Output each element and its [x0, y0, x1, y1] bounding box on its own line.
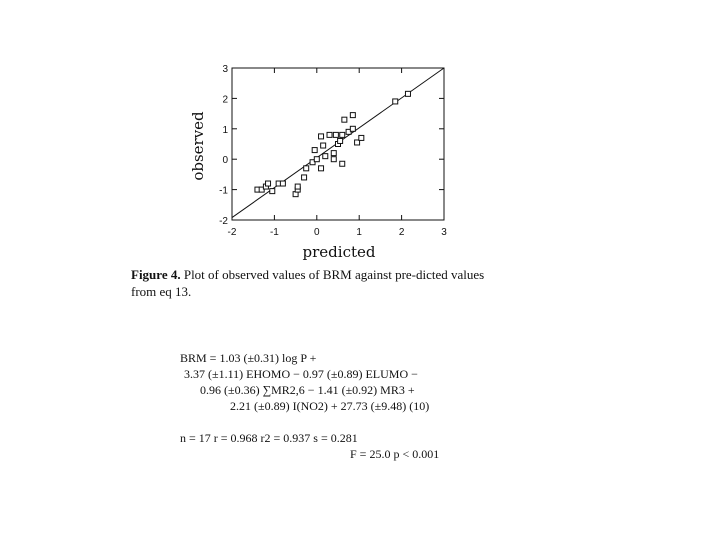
- regression-statistics: [180, 430, 480, 462]
- data-point: [359, 135, 364, 140]
- data-point: [333, 132, 338, 137]
- x-tick-label: -1: [269, 227, 279, 238]
- data-point: [350, 113, 355, 118]
- y-tick-label: 0: [222, 155, 228, 167]
- data-point: [338, 138, 343, 143]
- figure-caption-text: Plot of observed values of BRM against pre-dicted values from eq 13.: [131, 267, 485, 299]
- x-tick-label: 3: [441, 227, 447, 238]
- data-point: [323, 154, 328, 159]
- data-point: [331, 151, 336, 156]
- equation-line-4: 2.21 (±0.89) I(NO2) + 27.73 (±9.48) (10): [230, 399, 430, 413]
- stats-line-2: F = 25.0 p < 0.001: [350, 447, 440, 461]
- data-point: [340, 132, 345, 137]
- x-tick-label: 0: [314, 227, 320, 238]
- data-point: [405, 91, 410, 96]
- data-point: [321, 143, 326, 148]
- regression-equation: [180, 350, 480, 414]
- data-point: [319, 134, 324, 139]
- data-point: [304, 166, 309, 171]
- data-point: [302, 175, 307, 180]
- data-point: [266, 181, 271, 186]
- equation-line-2: 3.37 (±1.11) EHOMO − 0.97 (±0.89) ELUMO −: [184, 367, 418, 381]
- figure-label: Figure 4.: [131, 267, 181, 282]
- y-axis-title: observed: [189, 111, 207, 181]
- data-point: [342, 117, 347, 122]
- stats-line-1: n = 17 r = 0.968 r2 = 0.937 s = 0.281: [180, 431, 358, 445]
- y-tick-label: 3: [222, 64, 228, 75]
- figure-caption: [131, 266, 511, 300]
- data-point: [280, 181, 285, 186]
- equation-line-1: BRM = 1.03 (±0.31) log P +: [180, 351, 317, 365]
- equation-line-3: 0.96 (±0.36) ∑MR2,6 − 1.41 (±0.92) MR3 +: [200, 383, 415, 397]
- y-tick-label: -1: [219, 185, 228, 197]
- y-tick-label: 1: [222, 124, 228, 136]
- data-point: [340, 161, 345, 166]
- x-tick-label: 1: [356, 227, 362, 238]
- y-tick-label: -2: [219, 216, 228, 227]
- data-point: [295, 184, 300, 189]
- x-tick-label: -2: [227, 227, 237, 238]
- x-tick-label: 2: [398, 227, 405, 238]
- data-point: [270, 189, 275, 194]
- data-point: [393, 99, 398, 104]
- data-point: [350, 126, 355, 131]
- data-point: [314, 157, 319, 162]
- x-axis-title: predicted: [302, 243, 376, 261]
- data-point: [331, 157, 336, 162]
- data-point: [312, 148, 317, 153]
- y-tick-label: 2: [222, 94, 228, 106]
- data-point: [327, 132, 332, 137]
- data-point: [319, 166, 324, 171]
